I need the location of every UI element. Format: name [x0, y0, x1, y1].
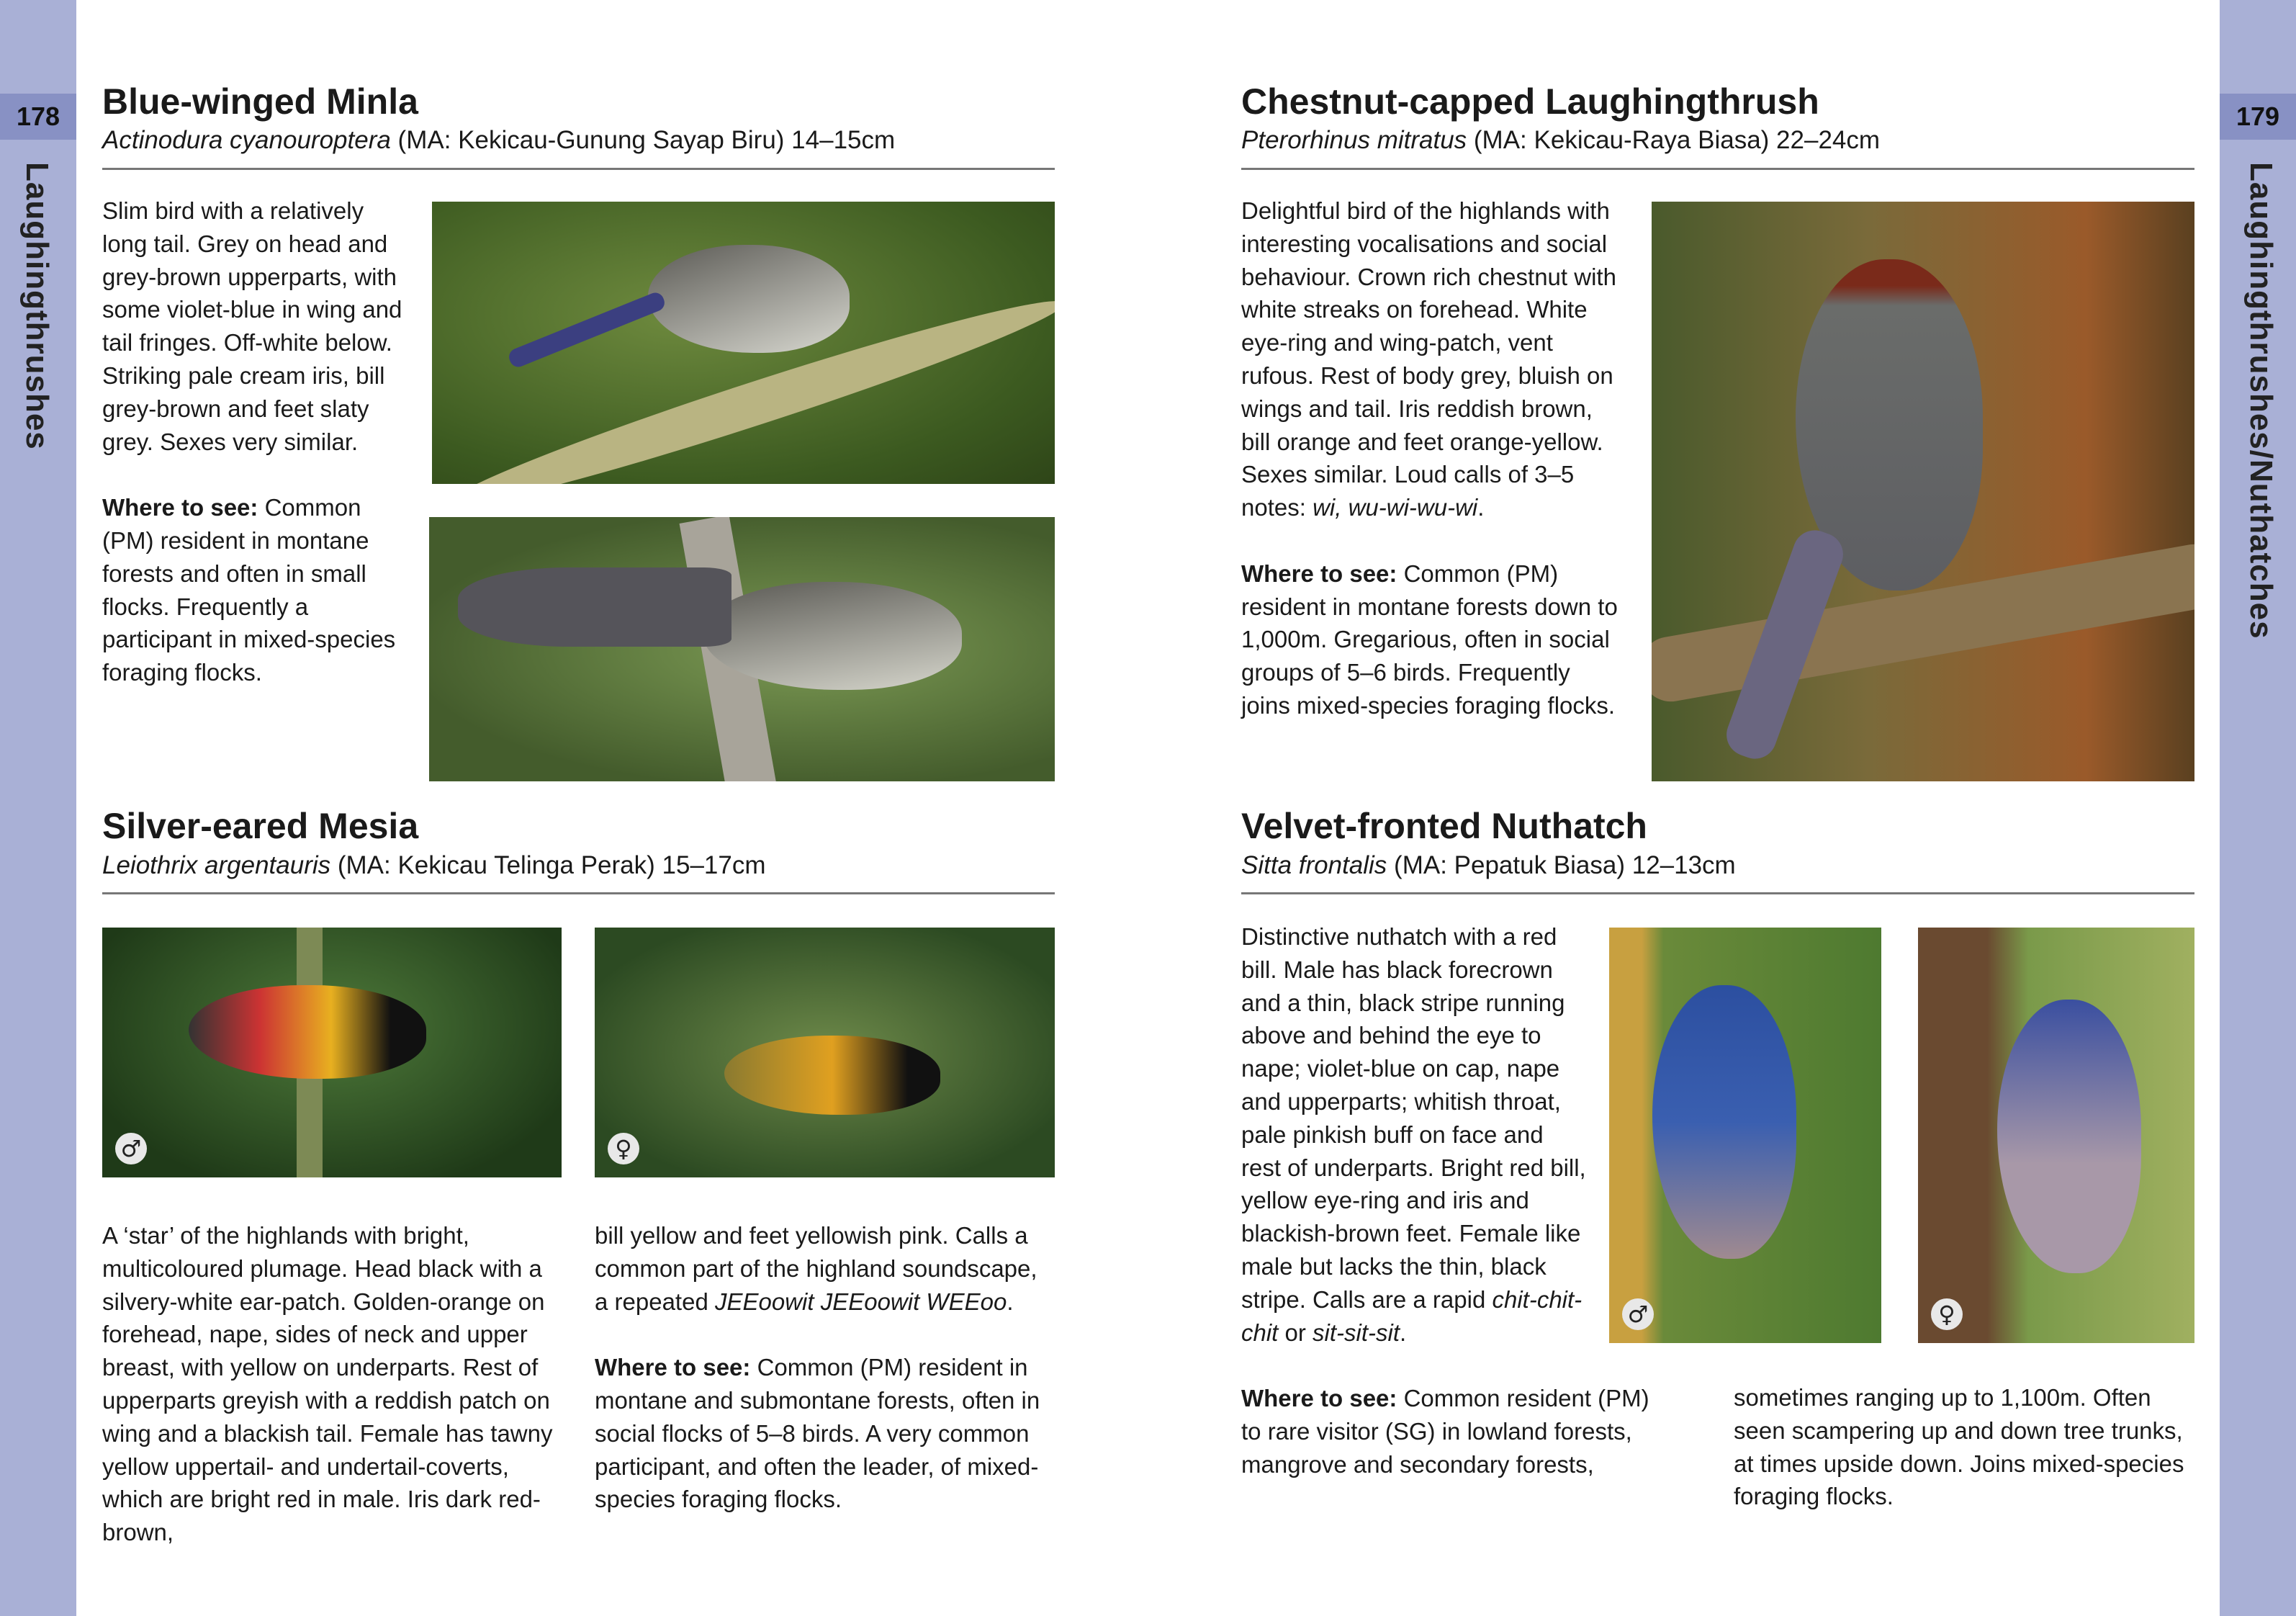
- species-title: Blue-winged Minla: [102, 81, 418, 122]
- species-title: Velvet-fronted Nuthatch: [1241, 806, 1647, 846]
- local-name-size: (MA: Kekicau-Gunung Sayap Biru) 14–15cm: [397, 126, 896, 154]
- description: Distinctive nuthatch with a red bill. Male has black forecrown and a thin, black stripe running above and behind the eye to nape; violet-blue on cap, nape and upperparts; whitish throat, pale pinkish buff on face and rest of underparts. Bright red bill, yellow eye-ring and iris and blackish-brown feet. Female like male but lacks the thin, black stripe. Calls are a rapid chit-chit-chit or sit-sit-sit.: [1241, 923, 1586, 1346]
- description-continued: bill yellow and feet yellowish pink. Calls a common part of the highland soundscape, a repeated JEEoowit JEEoowit WEEoo.: [595, 1222, 1037, 1315]
- species-subtitle: Sitta frontalis (MA: Pepatuk Biasa) 12–13cm: [1241, 851, 1736, 879]
- where-to-see: Where to see: Common (PM) resident in montane and submontane forests, often in social flocks of 5–8 birds. A very common participant, and often the leader, of mixed-species foraging flocks.: [595, 1354, 1040, 1513]
- male-symbol: ♂: [1622, 1298, 1654, 1330]
- section-tab-label: Laughingthrushes: [19, 162, 55, 450]
- left-sidebar-tab: [0, 0, 76, 1616]
- divider: [1241, 892, 2194, 894]
- species-subtitle: Pterorhinus mitratus (MA: Kekicau-Raya Biasa) 22–24cm: [1241, 126, 1881, 154]
- description: Slim bird with a relatively long tail. Grey on head and grey-brown upperparts, with some violet-blue in wing and tail fringes. Off-white below. Striking pale cream iris, bill grey-brown and feet slaty grey. Sexes very similar.: [102, 197, 402, 455]
- scientific-name: Actinodura cyanouroptera: [102, 126, 391, 154]
- bird-photo-female: [595, 928, 1055, 1177]
- species-text-col2: sometimes ranging up to 1,100m. Often seen scampering up and down tree trunks, at times upside down. Joins mixed-species foraging flocks.: [1734, 1384, 2184, 1510]
- divider: [1241, 168, 2194, 170]
- species-subtitle: [102, 126, 895, 155]
- description: Delightful bird of the highlands with interesting vocalisations and social behaviour. Crown rich chestnut with white streaks on forehead. White eye-ring and wing-patch, vent rufous. Rest of body grey, bluish on wings and tail. Iris reddish brown, bill orange and feet orange-yellow. Sexes similar. Loud calls of 3–5 notes: wi, wu-wi-wu-wi.: [1241, 197, 1616, 521]
- species-title: Chestnut-capped Laughingthrush: [1241, 81, 1819, 122]
- female-symbol: ♀: [1931, 1298, 1963, 1330]
- where-to-see: Where to see: Common resident (PM) to rare visitor (SG) in lowland forests, mangrove and secondary forests,: [1241, 1385, 1649, 1478]
- species-text: [102, 194, 405, 722]
- bird-photo-female: [1918, 928, 2194, 1343]
- bird-photo-male: [102, 928, 562, 1177]
- female-symbol: ♀: [608, 1133, 639, 1164]
- where-to-see: Where to see: Common (PM) resident in montane forests down to 1,000m. Gregarious, often in social groups of 5–6 birds. Frequently joins mixed-species foraging flocks.: [1241, 560, 1618, 719]
- section-tab-label: Laughingthrushes/Nuthatches: [2243, 162, 2279, 639]
- species-subtitle: Leiothrix argentauris (MA: Kekicau Telinga Perak) 15–17cm: [102, 851, 766, 879]
- species-text-col2: [595, 1219, 1055, 1549]
- species-text: [1241, 194, 1623, 755]
- species-title: Silver-eared Mesia: [102, 806, 419, 846]
- page-number: 178: [0, 94, 76, 140]
- bird-photo: [1652, 202, 2194, 781]
- bird-photo-male: [1609, 928, 1881, 1343]
- where-to-see: Where to see: Common (PM) resident in montane forests and often in small flocks. Frequently a participant in mixed-species foraging flocks.: [102, 494, 396, 686]
- right-sidebar-tab: [2220, 0, 2296, 1616]
- species-text-col1: A ‘star’ of the highlands with bright, multicoloured plumage. Head black with a silvery-white ear-patch. Golden-orange on forehead, nape, sides of neck and upper breast, with yellow on underparts. Rest of upperparts greyish with a reddish patch on wing and a blackish tail. Female has tawny yellow uppertail- and undertail-coverts, which are bright red in male. Iris dark red-brown,: [102, 1222, 553, 1546]
- male-symbol: ♂: [115, 1133, 147, 1164]
- divider: [102, 892, 1055, 894]
- bird-photo: [432, 202, 1055, 484]
- bird-photo: [429, 517, 1055, 781]
- divider: [102, 168, 1055, 170]
- call: JEEoowit JEEoowit WEEoo: [714, 1288, 1007, 1315]
- page-number: 179: [2220, 94, 2296, 140]
- species-text-col1: [1241, 920, 1649, 1514]
